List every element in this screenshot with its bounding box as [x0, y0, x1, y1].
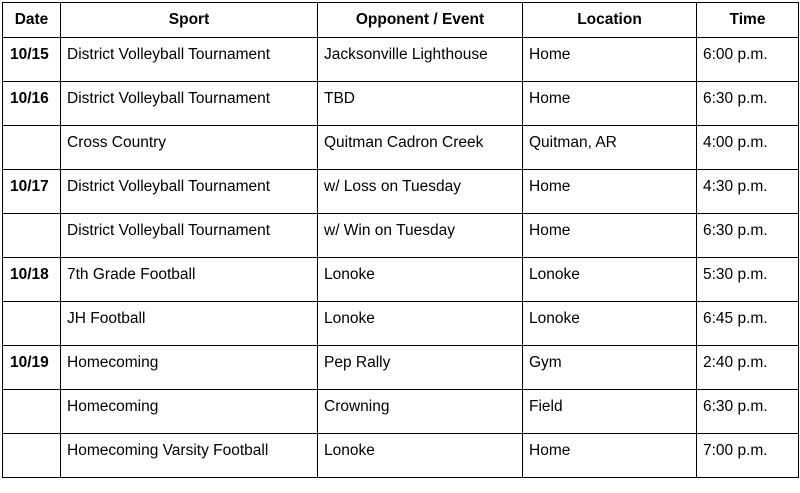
cell-location: Home — [523, 170, 697, 214]
column-header-time: Time — [697, 3, 799, 38]
table-row — [3, 38, 799, 82]
cell-opponent: TBD — [318, 82, 523, 126]
table-row — [3, 170, 799, 214]
cell-opponent: Pep Rally — [318, 346, 523, 390]
cell-location: Quitman, AR — [523, 126, 697, 170]
cell-date: 10/19 — [3, 346, 61, 390]
cell-opponent: Jacksonville Lighthouse — [318, 38, 523, 82]
cell-date — [3, 214, 61, 258]
cell-opponent: w/ Win on Tuesday — [318, 214, 523, 258]
cell-date — [3, 302, 61, 346]
column-header-opponent: Opponent / Event — [318, 3, 523, 38]
cell-date — [3, 390, 61, 434]
table-row — [3, 434, 799, 478]
cell-date: 10/18 — [3, 258, 61, 302]
cell-date: 10/17 — [3, 170, 61, 214]
cell-sport: District Volleyball Tournament — [61, 170, 318, 214]
cell-time: 6:30 p.m. — [697, 214, 799, 258]
cell-time: 6:30 p.m. — [697, 390, 799, 434]
cell-location: Gym — [523, 346, 697, 390]
cell-time: 6:00 p.m. — [697, 38, 799, 82]
cell-sport: District Volleyball Tournament — [61, 38, 318, 82]
cell-sport: Cross Country — [61, 126, 318, 170]
cell-opponent: Crowning — [318, 390, 523, 434]
cell-sport: JH Football — [61, 302, 318, 346]
column-header-date: Date — [3, 3, 61, 38]
table-body — [3, 38, 799, 478]
cell-sport: Homecoming Varsity Football — [61, 434, 318, 478]
cell-opponent: Lonoke — [318, 434, 523, 478]
cell-time: 2:40 p.m. — [697, 346, 799, 390]
cell-date: 10/16 — [3, 82, 61, 126]
cell-opponent: w/ Loss on Tuesday — [318, 170, 523, 214]
cell-location: Home — [523, 214, 697, 258]
cell-opponent: Quitman Cadron Creek — [318, 126, 523, 170]
table-row — [3, 126, 799, 170]
cell-date — [3, 434, 61, 478]
table-row — [3, 302, 799, 346]
cell-location: Home — [523, 82, 697, 126]
table-header — [3, 3, 799, 38]
cell-sport: Homecoming — [61, 346, 318, 390]
column-header-location: Location — [523, 3, 697, 38]
cell-date: 10/15 — [3, 38, 61, 82]
cell-time: 6:30 p.m. — [697, 82, 799, 126]
cell-sport: 7th Grade Football — [61, 258, 318, 302]
cell-location: Lonoke — [523, 258, 697, 302]
header-row — [3, 3, 799, 38]
cell-time: 4:00 p.m. — [697, 126, 799, 170]
cell-time: 6:45 p.m. — [697, 302, 799, 346]
table-row — [3, 214, 799, 258]
cell-time: 5:30 p.m. — [697, 258, 799, 302]
table-row — [3, 258, 799, 302]
cell-opponent: Lonoke — [318, 302, 523, 346]
cell-opponent: Lonoke — [318, 258, 523, 302]
cell-sport: District Volleyball Tournament — [61, 82, 318, 126]
cell-location: Home — [523, 38, 697, 82]
table-row — [3, 82, 799, 126]
cell-location: Lonoke — [523, 302, 697, 346]
cell-location: Field — [523, 390, 697, 434]
cell-sport: District Volleyball Tournament — [61, 214, 318, 258]
table-row — [3, 346, 799, 390]
cell-time: 4:30 p.m. — [697, 170, 799, 214]
schedule-table — [2, 2, 799, 478]
table-row — [3, 390, 799, 434]
cell-date — [3, 126, 61, 170]
cell-time: 7:00 p.m. — [697, 434, 799, 478]
column-header-sport: Sport — [61, 3, 318, 38]
cell-location: Home — [523, 434, 697, 478]
cell-sport: Homecoming — [61, 390, 318, 434]
